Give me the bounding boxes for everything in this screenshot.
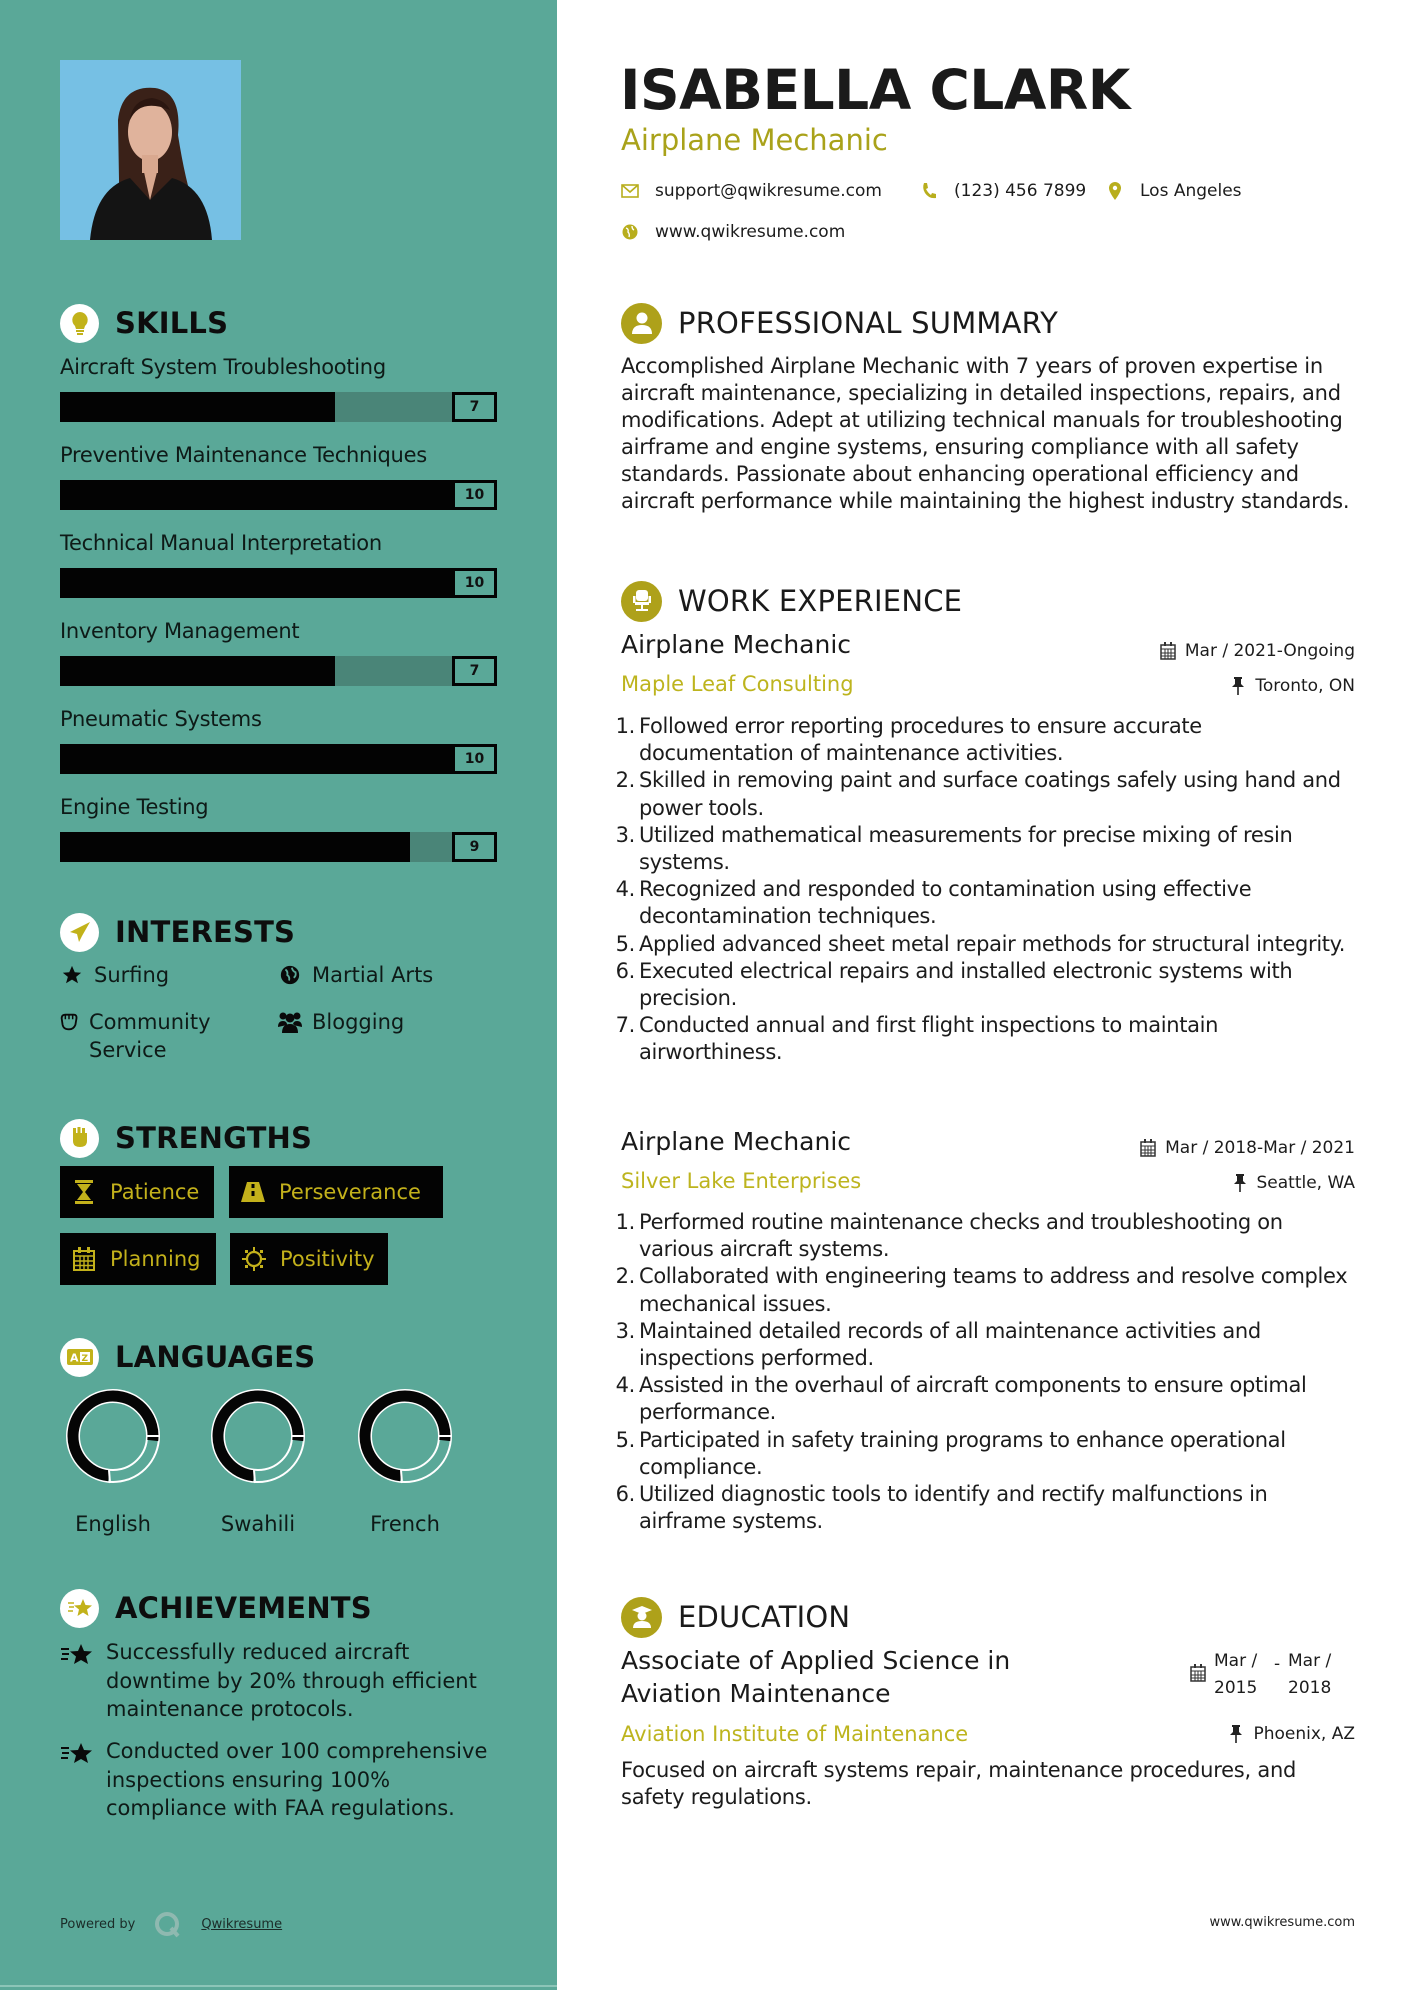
bullet-item	[611, 1012, 1356, 1066]
profile-photo	[60, 60, 241, 240]
language-ring	[65, 1388, 161, 1484]
institute-name: Aviation Institute of Maintenance	[621, 1722, 969, 1746]
skill-label: Preventive Maintenance Techniques	[60, 443, 427, 467]
bullet-item	[611, 1481, 1356, 1535]
bullet-item	[611, 876, 1356, 930]
language-item	[53, 1388, 173, 1536]
candidate-name: ISABELLA CLARK	[620, 58, 1130, 122]
paper-plane-icon	[60, 913, 99, 952]
interest-item	[58, 961, 169, 989]
language-item	[345, 1388, 465, 1536]
interests-title: INTERESTS	[115, 915, 296, 949]
job-title: Airplane Mechanic	[621, 123, 888, 157]
bullet-text: Utilized mathematical measurements for precise mixing of resin systems.	[639, 822, 1293, 875]
skill-bar	[60, 832, 497, 862]
date-separator: -	[1274, 1654, 1281, 1674]
strengths-heading	[60, 1118, 312, 1158]
email-text: support@qwikresume.com	[655, 181, 882, 201]
education-dates	[1190, 1648, 1348, 1702]
strength-label: Planning	[110, 1247, 201, 1271]
skill-label: Technical Manual Interpretation	[60, 531, 382, 555]
interest-label: Blogging	[312, 1010, 405, 1034]
skill-item	[60, 704, 497, 774]
degree-line-1: Associate of Applied Science in	[621, 1646, 1011, 1675]
bullet-number: 3.	[615, 1318, 635, 1343]
skill-item	[60, 352, 497, 422]
company-name: Maple Leaf Consulting	[621, 672, 854, 696]
strengths-title: STRENGTHS	[115, 1121, 313, 1155]
calendar-icon	[1139, 1139, 1157, 1157]
skill-level-value: 7	[452, 656, 497, 686]
bullet-number: 7.	[615, 1013, 635, 1038]
start-month: Mar /	[1214, 1651, 1258, 1671]
map-pin-icon	[1106, 182, 1124, 200]
strength-label: Perseverance	[279, 1180, 421, 1204]
sidebar	[0, 0, 557, 1990]
location-text: Phoenix, AZ	[1253, 1724, 1355, 1744]
contact-phone[interactable]	[920, 181, 1086, 201]
lightbulb-icon	[60, 304, 99, 343]
bullet-number: 4.	[615, 877, 635, 902]
strength-badge	[60, 1233, 216, 1285]
calendar-icon	[1190, 1664, 1208, 1702]
bullet-item	[611, 1263, 1356, 1317]
shooting-star-icon	[60, 1589, 99, 1628]
bullet-text: Recognized and responded to contamination using effective decontamination techniques.	[639, 877, 1252, 929]
road-icon	[239, 1178, 267, 1206]
language-label: English	[75, 1512, 151, 1536]
skill-bar	[60, 392, 497, 422]
contact-website[interactable]	[621, 222, 845, 242]
powered-by	[60, 1910, 282, 1938]
skills-heading	[60, 303, 228, 343]
pushpin-icon	[1231, 1174, 1249, 1192]
language-item	[198, 1388, 318, 1536]
bullet-number: 1.	[615, 1210, 635, 1234]
calendar-icon	[1159, 642, 1177, 660]
bullet-text: Participated in safety training programs to enhance operational compliance.	[639, 1427, 1286, 1479]
skill-bar	[60, 568, 497, 598]
strength-label: Patience	[110, 1180, 200, 1204]
education-location	[1227, 1724, 1355, 1744]
language-label: French	[370, 1512, 440, 1536]
contact-location	[1106, 181, 1242, 201]
bullet-text: Applied advanced sheet metal repair methods for structural integrity.	[639, 931, 1346, 956]
bullet-number: 4.	[615, 1373, 635, 1398]
dates-text: Mar / 2018-Mar / 2021	[1165, 1138, 1355, 1158]
skill-item	[60, 528, 497, 598]
qwikresume-logo-icon	[153, 1910, 181, 1938]
job-location	[1229, 676, 1355, 696]
bullet-number: 5.	[615, 1427, 635, 1452]
summary-text: Accomplished Airplane Mechanic with 7 years of proven expertise in aircraft maintenance, specializing in detailed inspections, repairs, and modifications. Adept at utilizing technical manuals for troubleshooting airframe and engine systems, ensuring compliance with all safety standards. Passionate about enhancing operational efficiency and aircraft performance while maintaining the highest industry standards.	[621, 354, 1350, 513]
summary-title: PROFESSIONAL SUMMARY	[678, 306, 1059, 340]
achievements-title: ACHIEVEMENTS	[115, 1591, 372, 1625]
divider	[0, 1985, 557, 1987]
strength-label: Positivity	[280, 1247, 375, 1271]
skill-bar-fill	[60, 656, 335, 686]
hourglass-icon	[70, 1178, 98, 1206]
globe-icon	[276, 961, 304, 989]
job-bullets	[611, 713, 1356, 1067]
skill-bar-fill	[60, 480, 497, 510]
bullet-number: 3.	[615, 822, 635, 847]
bullet-number: 2.	[615, 768, 635, 793]
skill-bar-fill	[60, 832, 410, 862]
star-icon	[58, 961, 86, 989]
skill-item	[60, 440, 497, 510]
skill-label: Aircraft System Troubleshooting	[60, 355, 386, 379]
strength-badge	[230, 1233, 388, 1285]
summary-heading	[621, 302, 1058, 344]
languages-title: LANGUAGES	[115, 1340, 316, 1374]
bullet-text: Executed electrical repairs and installed electronic systems with precision.	[639, 958, 1293, 1011]
bullet-text: Utilized diagnostic tools to identify and rectify malfunctions in airframe systems.	[639, 1482, 1268, 1534]
fist-icon	[58, 1008, 81, 1036]
skill-label: Inventory Management	[60, 619, 300, 643]
skill-item	[60, 792, 497, 862]
job-location	[1231, 1173, 1356, 1193]
bullet-text: Maintained detailed records of all maintenance activities and inspections performed.	[639, 1318, 1261, 1371]
skill-bar	[60, 744, 497, 774]
skill-level-value: 10	[452, 744, 497, 774]
education-heading	[621, 1596, 850, 1638]
skill-bar-fill	[60, 392, 335, 422]
user-icon	[621, 303, 662, 344]
bullet-item	[611, 1209, 1356, 1263]
experience-title: WORK EXPERIENCE	[678, 584, 963, 618]
users-icon	[276, 1008, 304, 1036]
skill-bar-fill	[60, 568, 497, 598]
achievement-text: Conducted over 100 comprehensive inspections ensuring 100% compliance with FAA regulations.	[106, 1739, 488, 1820]
strength-badge	[229, 1166, 443, 1218]
strength-badge	[60, 1166, 214, 1218]
bullet-item	[611, 1427, 1356, 1481]
bullet-item	[611, 958, 1356, 1012]
bullet-text: Conducted annual and first flight inspections to maintain airworthiness.	[639, 1013, 1219, 1065]
job-dates	[1139, 1138, 1355, 1158]
bullet-text: Followed error reporting procedures to ensure accurate documentation of maintenance activities.	[639, 714, 1202, 766]
end-month: Mar /	[1288, 1651, 1332, 1671]
interest-label: Surfing	[94, 963, 170, 987]
globe-icon	[621, 223, 639, 241]
sun-icon	[240, 1245, 268, 1273]
svg-text:Z: Z	[81, 1354, 88, 1364]
achievement-item	[60, 1638, 510, 1724]
svg-text:A: A	[69, 1351, 79, 1365]
pushpin-icon	[1227, 1725, 1245, 1743]
bullet-item	[611, 1318, 1356, 1372]
interest-item	[276, 961, 433, 989]
skill-level-value: 10	[452, 568, 497, 598]
qwikresume-link[interactable]: Qwikresume	[201, 1916, 283, 1932]
skill-bar-fill	[60, 744, 497, 774]
bullet-text: Skilled in removing paint and surface coatings safely using hand and power tools.	[639, 768, 1341, 820]
achievement-text: Successfully reduced aircraft downtime by 20% through efficient maintenance protocols.	[106, 1640, 477, 1721]
location-text: Toronto, ON	[1255, 676, 1355, 696]
job-title: Airplane Mechanic	[621, 630, 852, 659]
powered-by-label: Powered by	[60, 1916, 136, 1932]
dates-text: Mar / 2021-Ongoing	[1184, 641, 1355, 661]
language-ring	[210, 1388, 306, 1484]
bullet-item	[611, 713, 1356, 767]
start-year: 2015	[1214, 1678, 1258, 1698]
footer-website[interactable]: www.qwikresume.com	[1209, 1915, 1355, 1930]
education-title: EDUCATION	[678, 1600, 851, 1634]
job-title: Airplane Mechanic	[621, 1127, 852, 1156]
end-year: 2018	[1288, 1678, 1332, 1698]
office-chair-icon	[621, 581, 662, 622]
phone-icon	[920, 182, 938, 200]
bullet-item	[611, 767, 1356, 821]
bullet-text: Performed routine maintenance checks and troubleshooting on various aircraft systems.	[639, 1210, 1283, 1262]
bullet-number: 6.	[615, 958, 635, 983]
bullet-number: 2.	[615, 1264, 635, 1289]
education-description: Focused on aircraft systems repair, maintenance procedures, and safety regulations.	[621, 1758, 1297, 1809]
bullet-number: 1.	[615, 714, 635, 738]
contact-email[interactable]	[621, 181, 882, 201]
interest-item	[58, 1008, 258, 1064]
skill-label: Engine Testing	[60, 795, 209, 819]
skill-bar	[60, 656, 497, 686]
skill-label: Pneumatic Systems	[60, 707, 262, 731]
degree-line-2: Aviation Maintenance	[621, 1679, 891, 1708]
skill-bar	[60, 480, 497, 510]
language-label: Swahili	[220, 1512, 296, 1536]
bullet-item	[611, 1372, 1356, 1426]
website-text: www.qwikresume.com	[655, 222, 846, 242]
experience-heading	[621, 580, 962, 622]
skill-level-value: 9	[452, 832, 497, 862]
location-text: Seattle, WA	[1256, 1173, 1355, 1193]
achievement-item	[60, 1737, 490, 1823]
language-ring	[357, 1388, 453, 1484]
location-text: Los Angeles	[1140, 181, 1242, 201]
skill-item	[60, 616, 497, 686]
bullet-text: Collaborated with engineering teams to address and resolve complex mechanical issues.	[639, 1264, 1348, 1316]
graduate-icon	[621, 1597, 662, 1638]
bullet-number: 6.	[615, 1482, 635, 1507]
shooting-star-icon	[60, 1638, 100, 1724]
languages-heading	[60, 1337, 315, 1377]
skills-title: SKILLS	[115, 306, 229, 340]
achievements-heading	[60, 1588, 372, 1628]
envelope-icon	[621, 182, 639, 200]
translate-icon	[60, 1338, 99, 1377]
bullet-number: 5.	[615, 931, 635, 956]
raised-fist-icon	[60, 1119, 99, 1158]
bullet-item	[611, 931, 1356, 958]
job-dates	[1159, 641, 1355, 661]
interests-heading	[60, 912, 295, 952]
phone-text: (123) 456 7899	[954, 181, 1087, 201]
skill-level-value: 10	[452, 480, 497, 510]
bullet-item	[611, 822, 1356, 876]
interest-item	[276, 1008, 404, 1036]
calendar-icon	[70, 1245, 98, 1273]
pushpin-icon	[1229, 677, 1247, 695]
interest-label: Martial Arts	[312, 963, 434, 987]
bullet-text: Assisted in the overhaul of aircraft components to ensure optimal performance.	[639, 1373, 1307, 1425]
shooting-star-icon	[60, 1737, 100, 1823]
skill-level-value: 7	[452, 392, 497, 422]
job-bullets	[611, 1209, 1356, 1535]
company-name: Silver Lake Enterprises	[621, 1169, 862, 1193]
interest-label: Community Service	[88, 1010, 211, 1062]
